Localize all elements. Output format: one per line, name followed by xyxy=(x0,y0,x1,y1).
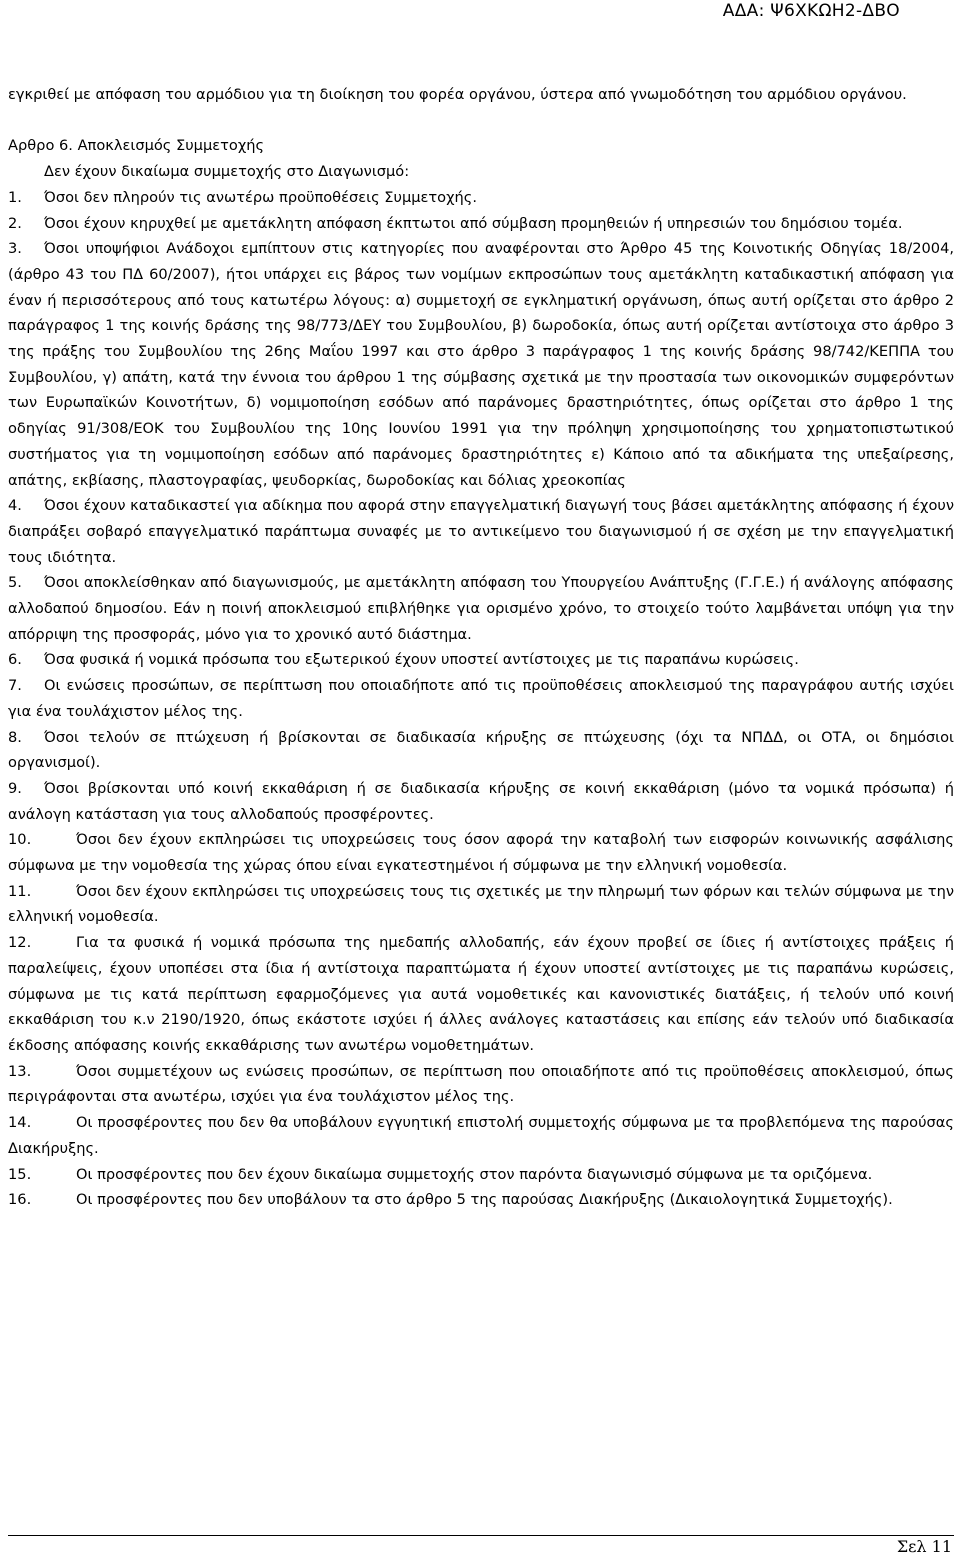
item-text: Οι προσφέροντες που δεν έχουν δικαίωμα συμμετοχής στον παρόντα διαγωνισμό σύμφωνα με τα οριζόμενα. xyxy=(76,1165,873,1183)
item-number: 2. xyxy=(8,214,22,232)
item-text: Όσοι δεν έχουν εκπληρώσει τις υποχρεώσεις τους όσον αφορά την καταβολή των εισφορών κοινωνικής ασφάλισης σύμφωνα με την νομοθεσία της χώρας όπου είναι εγκατεστημένοι ή σύμφωνα με την ελληνική νομοθεσία. xyxy=(8,831,954,875)
list-item xyxy=(8,1162,954,1188)
footer-divider xyxy=(8,1535,954,1536)
list-item xyxy=(8,1059,954,1110)
item-number: 8. xyxy=(8,728,22,746)
item-number: 10. xyxy=(8,831,32,849)
article-title: Αρθρο 6. Αποκλεισμός Συμμετοχής xyxy=(8,137,265,155)
list-item xyxy=(8,493,954,570)
article-subtitle: Δεν έχουν δικαίωμα συμμετοχής στο Διαγωνισμό: xyxy=(44,163,410,181)
exclusion-list xyxy=(8,185,954,1213)
item-text: Όσοι αποκλείσθηκαν από διαγωνισμούς, με αμετάκλητη απόφαση του Υπουργείου Ανάπτυξης (Γ.Γ.Ε.) ή ανάλογης απόφασης αλλοδαπού δημοσίου. Εάν η ποινή αποκλεισμού επιβλήθηκε για ορισμένο χρόνο, το στοιχείο τούτο λαμβάνεται υπόψη για την απόρριψη της προσφοράς, μόνο για το χρονικό αυτό διάστημα. xyxy=(8,574,954,643)
item-text: Για τα φυσικά ή νομικά πρόσωπα της ημεδαπής αλλοδαπής, εάν έχουν προβεί σε ίδιες ή αντίστοιχες πράξεις ή παραλείψεις, έχουν υποπέσει στα ίδια ή αντίστοιχα παραπτώματα ή έχουν υποστεί αντίστοιχες με τις παραπάνω κυρώσεις, σύμφωνα με τις κατά περίπτωση εφαρμοζόμενες για αυτά νομοθετικές και κανονιστικές διατάξεις, ή τελούν υπό κοινή εκκαθάριση του κ.ν 2190/1920, όπως εκάστοτε ισχύει ή άλλες ανάλογες καταστάσεις και επίσης εάν τελούν υπό διαδικασία έκδοσης απόφασης κοινής εκκαθάρισης των ανωτέρω νομοθετημάτων. xyxy=(8,934,954,1054)
item-text: Όσοι συμμετέχουν ως ενώσεις προσώπων, σε περίπτωση που οποιαδήποτε από τις προϋποθέσεις αποκλεισμού, όπως περιγράφονται στα ανωτέρω, ισχύει για ένα τουλάχιστον μέλος της. xyxy=(8,1062,954,1106)
item-number: 6. xyxy=(8,651,22,669)
item-number: 1. xyxy=(8,188,22,206)
list-item xyxy=(8,725,954,776)
intro-paragraph: εγκριθεί με απόφαση του αρμόδιου για τη διοίκηση του φορέα οργάνου, ύστερα από γνωμοδότηση του αρμόδιου οργάνου. xyxy=(8,86,907,103)
item-text: Όσοι έχουν κηρυχθεί με αμετάκλητη απόφαση έκπτωτοι από σύμβαση προμηθειών ή υπηρεσιών του δημόσιου τομέα. xyxy=(44,214,903,232)
list-item xyxy=(8,211,954,237)
item-number: 13. xyxy=(8,1062,32,1080)
item-text: Όσοι έχουν καταδικαστεί για αδίκημα που αφορά στην επαγγελματική διαγωγή τους βάσει αμετάκλητης απόφασης ή έχουν διαπράξει σοβαρό επαγγελματικό παράπτωμα συναφές με το αντικείμενο του διαγωνισμού ή σε σχέση με την επαγγελματική τους ιδιότητα. xyxy=(8,497,954,566)
list-item xyxy=(8,879,954,930)
list-item xyxy=(8,1187,954,1213)
item-number: 14. xyxy=(8,1114,32,1132)
list-item xyxy=(8,236,954,493)
list-item xyxy=(8,647,954,673)
item-text: Οι ενώσεις προσώπων, σε περίπτωση που οποιαδήποτε από τις προϋποθέσεις αποκλεισμού της παραγράφου αυτής ισχύει για ένα τουλάχιστον μέλος της. xyxy=(8,677,954,720)
item-text: Όσα φυσικά ή νομικά πρόσωπα του εξωτερικού έχουν υποστεί αντίστοιχες με τις παραπάνω κυρώσεις. xyxy=(44,651,799,669)
list-item xyxy=(8,1110,954,1161)
item-number: 11. xyxy=(8,882,32,900)
item-text: Όσοι δεν πληρούν τις ανωτέρω προϋποθέσεις Συμμετοχής. xyxy=(44,188,477,206)
item-number: 7. xyxy=(8,677,22,695)
list-item xyxy=(8,185,954,211)
list-item xyxy=(8,930,954,1059)
ada-code: ΑΔΑ: Ψ6ΧΚΩΗ2-ΔΒΟ xyxy=(722,1,900,21)
list-item xyxy=(8,827,954,878)
item-number: 16. xyxy=(8,1191,32,1209)
item-text: Οι προσφέροντες που δεν θα υποβάλουν εγγυητική επιστολή συμμετοχής σύμφωνα με τα προβλεπόμενα της παρούσας Διακήρυξης. xyxy=(8,1114,954,1157)
item-number: 4. xyxy=(8,497,22,515)
item-text: Όσοι υποψήφιοι Ανάδοχοι εμπίπτουν στις κατηγορίες που αναφέρονται στο Άρθρο 45 της Κοινοτικής Οδηγίας 18/2004,(άρθρο 43 του ΠΔ 60/2007), ήτοι υπάρχει εις βάρος των νομίμων εκπροσώπων τους αμετάκλητη καταδικαστική απόφαση για έναν ή περισσότερους από τους κατωτέρω λόγους: α) συμμετοχή σε εγκληματική οργάνωση, όπως αυτή ορίζεται στο άρθρο 2 παράγραφος 1 της κοινής δράσης της 98/773/ΔΕΥ του Συμβουλίου, β) δωροδοκία, όπως αυτή ορίζεται αντίστοιχα στο άρθρο 3 της πράξης του Συμβουλίου της 26ης Μαΐου 1997 και στο άρθρο 3 παράγραφος 1 της κοινής δράσης 98/742/ΚΕΠΠΑ του Συμβουλίου, γ) απάτη, κατά την έννοια του άρθρου 1 της σύμβασης σχετικά με την προστασία των οικονομικών συμφερόντων των Ευρωπαϊκών Κοινοτήτων, δ) νομιμοποίηση εσόδων από παράνομες δραστηριότητες, όπως ορίζεται στο άρθρο 1 της οδηγίας 91/308/ΕΟΚ του Συμβουλίου της 10ης Ιουνίου 1991 για την πρόληψη χρησιμοποίησης του χρηματοπιστωτικού συστήματος για τη νομιμοποίηση εσόδων από παράνομες δραστηριότητες ε) Κάποιο από τα αδικήματα της υπεξαίρεσης, απάτης, εκβίασης, πλαστογραφίας, ψευδορκίας, δωροδοκίας και δόλιας χρεοκοπίας xyxy=(8,240,954,489)
list-item xyxy=(8,570,954,647)
page-number: Σελ 11 xyxy=(896,1537,952,1556)
item-text: Όσοι τελούν σε πτώχευση ή βρίσκονται σε διαδικασία κήρυξης σε πτώχευσης (όχι τα ΝΠΔΔ, οι ΟΤΑ, οι δημόσιοι οργανισμοί). xyxy=(8,728,954,772)
list-item xyxy=(8,776,954,827)
item-text: Οι προσφέροντες που δεν υποβάλουν τα στο άρθρο 5 της παρούσας Διακήρυξης (Δικαιολογητικά Συμμετοχής). xyxy=(76,1191,893,1209)
item-number: 12. xyxy=(8,934,32,952)
item-text: Όσοι δεν έχουν εκπληρώσει τις υποχρεώσεις τους τις σχετικές με την πληρωμή των φόρων και τελών σύμφωνα με την ελληνική νομοθεσία. xyxy=(8,882,954,926)
document-body xyxy=(8,82,954,1213)
item-number: 3. xyxy=(8,240,22,258)
item-number: 5. xyxy=(8,574,22,592)
item-number: 15. xyxy=(8,1165,32,1183)
item-text: Όσοι βρίσκονται υπό κοινή εκκαθάριση ή σε διαδικασία κήρυξης σε κοινή εκκαθάριση (μόνο τα νομικά πρόσωπα) ή ανάλογη κατάσταση για τους αλλοδαπούς προσφέροντες. xyxy=(8,779,954,823)
item-number: 9. xyxy=(8,779,22,797)
list-item xyxy=(8,673,954,724)
